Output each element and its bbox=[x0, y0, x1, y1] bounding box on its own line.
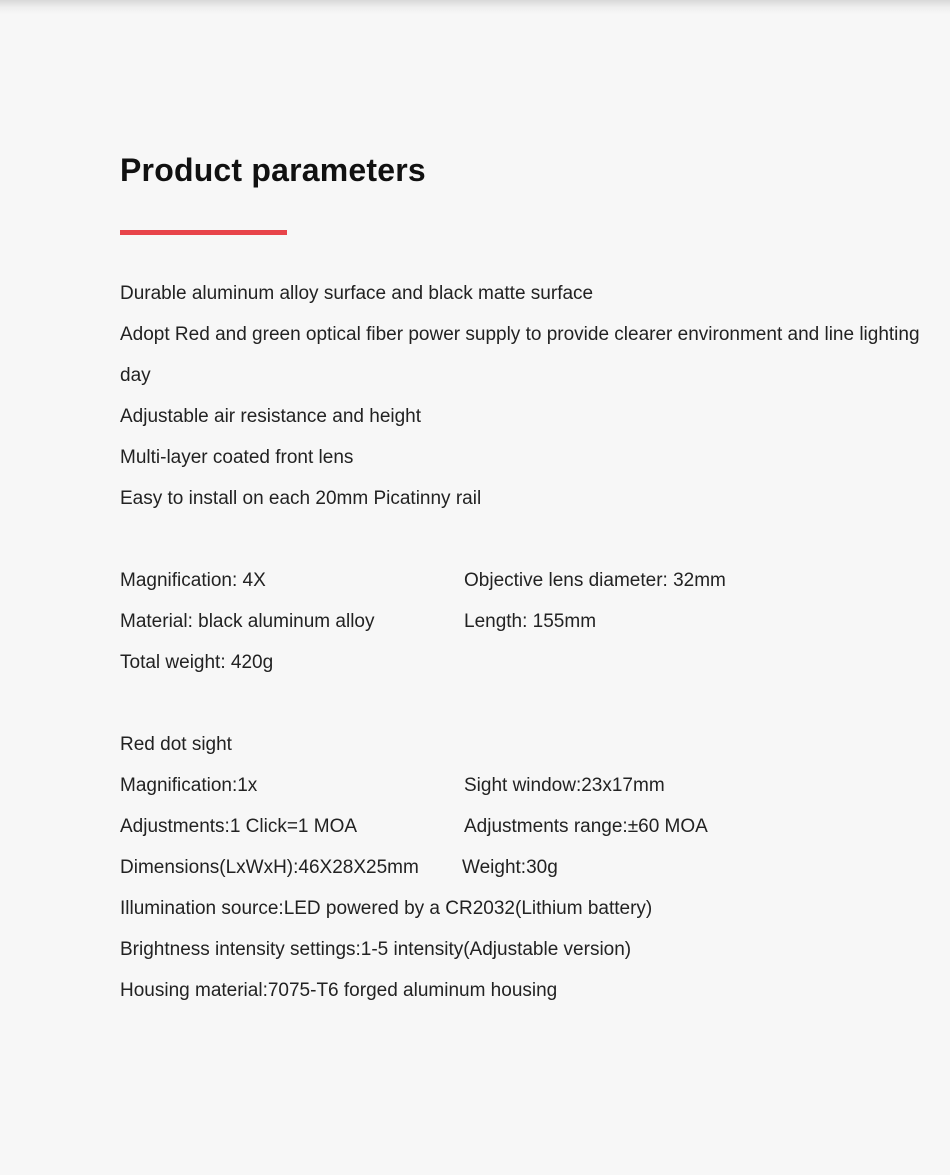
feature-item: Easy to install on each 20mm Picatinny rail bbox=[120, 488, 482, 509]
feature-item: Adopt Red and green optical fiber power supply to provide clearer environment and line lighting bbox=[120, 324, 920, 345]
red-dot-magnification: Magnification:1x bbox=[120, 775, 258, 796]
feature-item: Multi-layer coated front lens bbox=[120, 447, 354, 468]
feature-item: day bbox=[120, 365, 151, 386]
spec-total-weight: Total weight: 420g bbox=[120, 652, 274, 673]
red-dot-housing: Housing material:7075-T6 forged aluminum housing bbox=[120, 980, 558, 1001]
red-dot-heading: Red dot sight bbox=[120, 734, 232, 755]
red-dot-illumination: Illumination source:LED powered by a CR2032(Lithium battery) bbox=[120, 898, 653, 919]
red-dot-brightness: Brightness intensity settings:1-5 intensity(Adjustable version) bbox=[120, 939, 632, 960]
spec-material: Material: black aluminum alloy bbox=[120, 611, 375, 632]
feature-item: Adjustable air resistance and height bbox=[120, 406, 422, 427]
red-dot-weight: Weight:30g bbox=[462, 857, 558, 878]
red-dot-adjustments: Adjustments:1 Click=1 MOA bbox=[120, 816, 358, 837]
feature-item: Durable aluminum alloy surface and black matte surface bbox=[120, 283, 594, 304]
page-title: Product parameters bbox=[120, 152, 426, 188]
red-dot-dimensions: Dimensions(LxWxH):46X28X25mm bbox=[120, 857, 419, 878]
red-dot-sight-window: Sight window:23x17mm bbox=[464, 775, 665, 796]
red-dot-adjustments-range: Adjustments range:±60 MOA bbox=[464, 816, 708, 837]
spec-length: Length: 155mm bbox=[464, 611, 597, 632]
spec-objective-diameter: Objective lens diameter: 32mm bbox=[464, 570, 726, 591]
top-shadow bbox=[0, 0, 950, 14]
title-accent-bar bbox=[120, 230, 287, 235]
spec-magnification: Magnification: 4X bbox=[120, 570, 266, 591]
